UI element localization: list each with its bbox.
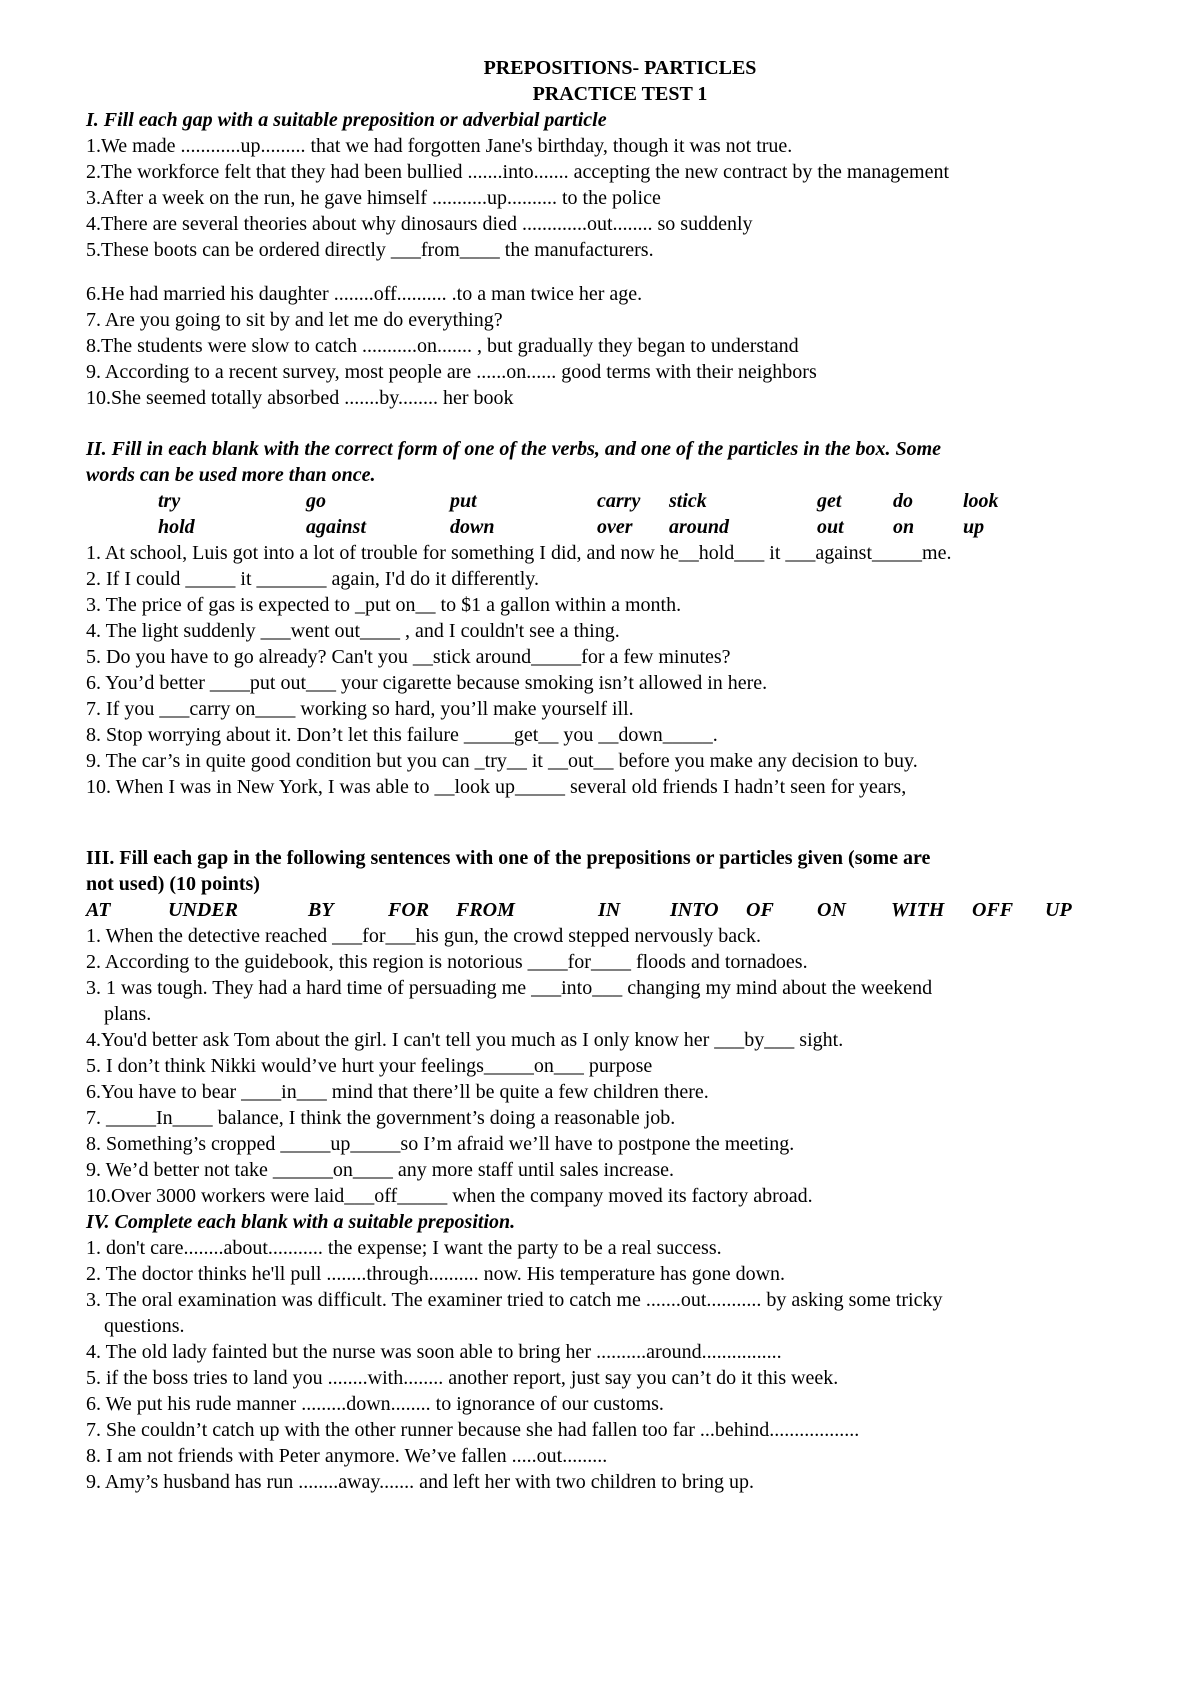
s4-item: 6. We put his rude manner .........down........ to ignorance of our customs. [86,1393,664,1415]
section-4-heading: IV. Complete each blank with a suitable preposition. [86,1211,516,1233]
word-box-particle: up [963,516,985,538]
word-box-verb: put [450,490,477,512]
s2-item: 7. If you ___carry on____ working so hard, you’ll make yourself ill. [86,698,634,720]
word-box-item: UP [1045,899,1072,921]
s2-item: 4. The light suddenly ___went out____ , and I couldn't see a thing. [86,620,620,642]
page-title: PREPOSITIONS- PARTICLES [483,57,757,79]
s1-item: 9. According to a recent survey, most people are ......on...... good terms with their neighbors [86,361,817,383]
s3-item: 7. _____In____ balance, I think the government’s doing a reasonable job. [86,1107,676,1129]
s2-item: 3. The price of gas is expected to _put on__ to $1 a gallon within a month. [86,594,682,616]
s2-item: 1. At school, Luis got into a lot of trouble for something I did, and now he__hold___ it ___against_____me. [86,542,952,564]
s2-item: 10. When I was in New York, I was able to __look up_____ several old friends I hadn’t seen for years, [86,776,907,798]
s2-item: 6. You’d better ____put out___ your cigarette because smoking isn’t allowed in here. [86,672,768,694]
s3-item: 8. Something’s cropped _____up_____so I’m afraid we’ll have to postpone the meeting. [86,1133,795,1155]
s1-item: 1.We made ............up......... that we had forgotten Jane's birthday, though it was not true. [86,135,793,157]
section-2-heading-cont: words can be used more than once. [86,464,376,486]
section-3-heading-cont: not used) (10 points) [86,873,260,895]
word-box-verb: look [963,490,999,512]
s3-item: 3. 1 was tough. They had a hard time of persuading me ___into___ changing my mind about the weekend [86,977,933,999]
s4-item: 2. The doctor thinks he'll pull ........through.......... now. His temperature has gone down. [86,1263,786,1285]
s1-item: 6.He had married his daughter ........off.......... .to a man twice her age. [86,283,643,305]
word-box-particle: over [597,516,633,538]
word-box-item: WITH [891,899,945,921]
s3-item: 2. According to the guidebook, this region is notorious ____for____ floods and tornadoes. [86,951,808,973]
word-box-verb: do [893,490,913,512]
s3-item-cont: plans. [104,1003,152,1025]
s1-item: 7. Are you going to sit by and let me do everything? [86,309,503,331]
page-subtitle: PRACTICE TEST 1 [532,83,708,105]
s1-item: 5.These boots can be ordered directly ___from____ the manufacturers. [86,239,654,261]
word-box-particle: down [450,516,495,538]
word-box-item: IN [598,899,621,921]
s2-item: 8. Stop worrying about it. Don’t let this failure _____get__ you __down_____. [86,724,718,746]
word-box-item: FROM [456,899,515,921]
s4-item: 9. Amy’s husband has run ........away....... and left her with two children to bring up. [86,1471,755,1493]
word-box-item: INTO [670,899,719,921]
s4-item: 8. I am not friends with Peter anymore. We’ve fallen .....out......... [86,1445,608,1467]
word-box-item: BY [308,899,334,921]
s2-item: 5. Do you have to go already? Can't you __stick around_____for a few minutes? [86,646,731,668]
word-box-item: ON [817,899,846,921]
s3-item: 4.You'd better ask Tom about the girl. I can't tell you much as I only know her ___by___ sight. [86,1029,844,1051]
s4-item: 3. The oral examination was difficult. The examiner tried to catch me .......out........... by asking some tricky [86,1289,943,1311]
s3-item: 9. We’d better not take ______on____ any more staff until sales increase. [86,1159,675,1181]
word-box-particle: hold [158,516,195,538]
s4-item: 7. She couldn’t catch up with the other runner because she had fallen too far ...behind.................. [86,1419,860,1441]
s3-item: 1. When the detective reached ___for___his gun, the crowd stepped nervously back. [86,925,761,947]
word-box-item: AT [86,899,111,921]
s4-item: 4. The old lady fainted but the nurse was soon able to bring her ..........around................ [86,1341,782,1363]
word-box-verb: get [817,490,842,512]
s2-item: 2. If I could _____ it _______ again, I'd do it differently. [86,568,539,590]
s1-item: 2.The workforce felt that they had been bullied .......into....... accepting the new contract by the management [86,161,950,183]
word-box-verb: carry [597,490,641,512]
word-box-item: FOR [388,899,430,921]
word-box-item: UNDER [168,899,239,921]
section-3-heading: III. Fill each gap in the following sentences with one of the prepositions or particles given (some are [86,847,931,869]
word-box-item: OFF [972,899,1014,921]
word-box-particle: out [817,516,844,538]
word-box-particle: on [893,516,915,538]
section-2-heading: II. Fill in each blank with the correct form of one of the verbs, and one of the particles in the box. Some [86,438,942,460]
s4-item: 5. if the boss tries to land you ........with........ another report, just say you can’t do it this week. [86,1367,839,1389]
s1-item: 8.The students were slow to catch ...........on....... , but gradually they began to understand [86,335,799,357]
s3-item: 6.You have to bear ____in___ mind that there’ll be quite a few children there. [86,1081,709,1103]
s3-item: 10.Over 3000 workers were laid___off_____ when the company moved its factory abroad. [86,1185,813,1207]
word-box-verb: go [306,490,326,512]
s4-item-cont: questions. [104,1315,185,1337]
s1-item: 10.She seemed totally absorbed .......by........ her book [86,387,514,409]
s3-item: 5. I don’t think Nikki would’ve hurt your feelings_____on___ purpose [86,1055,653,1077]
s1-item: 4.There are several theories about why dinosaurs died .............out........ so suddenly [86,213,753,235]
word-box-particle: against [306,516,367,538]
word-box-particle: around [669,516,730,538]
s1-item: 3.After a week on the run, he gave himself ...........up.......... to the police [86,187,661,209]
word-box-verb: try [158,490,181,512]
word-box-verb: stick [669,490,707,512]
word-box-item: OF [746,899,774,921]
section-1-heading: I. Fill each gap with a suitable preposition or adverbial particle [86,109,607,131]
s4-item: 1. don't care........about........... the expense; I want the party to be a real success. [86,1237,722,1259]
s2-item: 9. The car’s in quite good condition but you can _try__ it __out__ before you make any decision to buy. [86,750,918,772]
